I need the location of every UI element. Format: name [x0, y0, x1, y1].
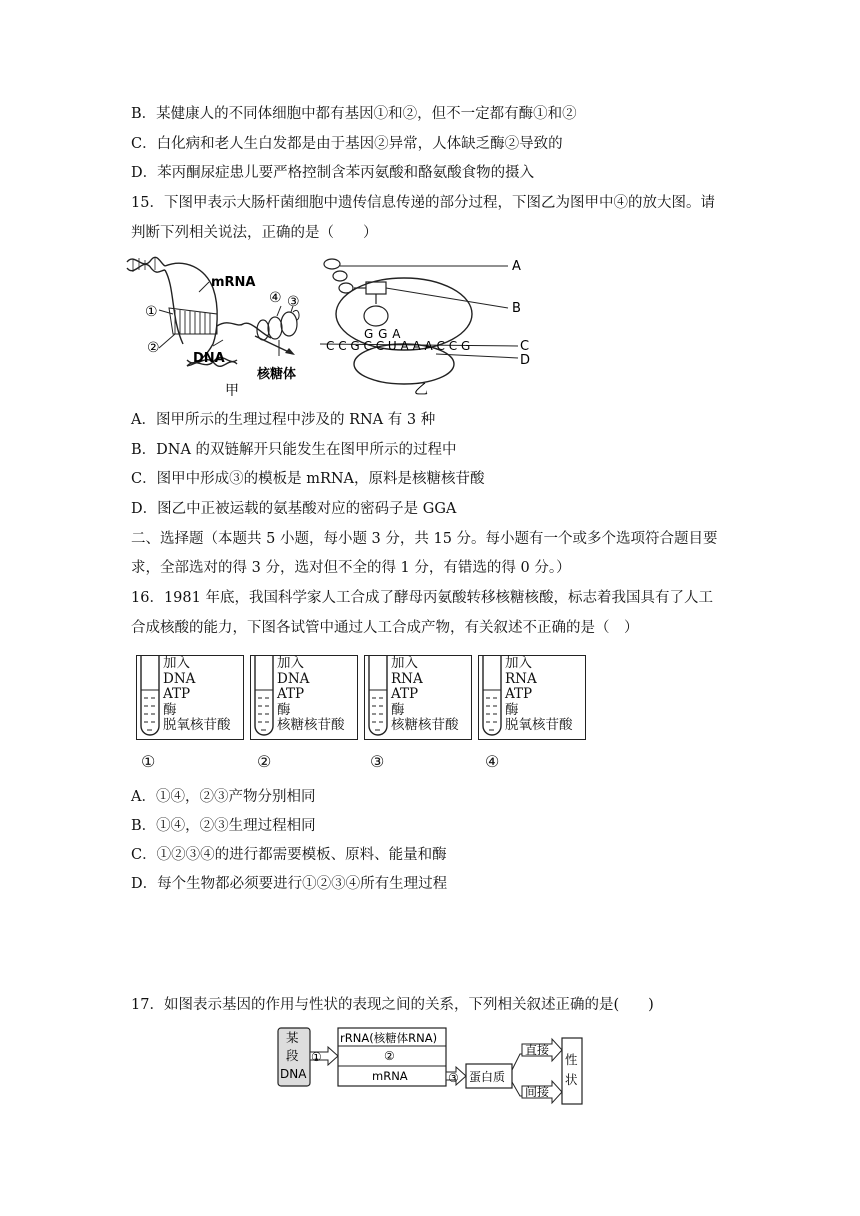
tube-number-1: ①: [141, 752, 156, 771]
test-tube-icon: [481, 656, 503, 738]
tube-3-line: ATP: [391, 686, 419, 703]
test-tube-icon: [367, 656, 389, 738]
q15-figure-jia: [125, 248, 325, 396]
tube-2-line: ATP: [277, 686, 305, 703]
tube-2-line: DNA: [277, 670, 310, 687]
tube-1-line: 酶: [163, 701, 177, 718]
tube-1: [136, 655, 244, 740]
label-dna: DNA: [193, 351, 225, 366]
caption-yi: 乙: [414, 382, 428, 396]
q15-option-b: B．DNA 的双链解开只能发生在图甲所示的过程中: [131, 442, 457, 458]
tube-4-line: 酶: [505, 701, 519, 718]
tube-4-line: 脱氧核苷酸: [505, 717, 573, 734]
tube-2-line: 加入: [277, 655, 304, 671]
dna-box-line2: 段: [286, 1048, 299, 1063]
q15-option-d: D．图乙中正被运载的氨基酸对应的密码子是 GGA: [131, 501, 457, 517]
tube-1-line: ATP: [163, 686, 191, 703]
tube-4-line: 加入: [505, 655, 532, 671]
tube-2: [250, 655, 358, 740]
tube-3-line: 加入: [391, 655, 418, 671]
tube-number-2: ②: [257, 752, 272, 771]
tube-4-line: RNA: [505, 670, 537, 687]
q15-stem-cont: 判断下列相关说法，正确的是（ ）: [131, 225, 378, 241]
step-1-label: ①: [311, 1050, 322, 1064]
direct-label: 直接: [525, 1043, 550, 1057]
label-ribosome: 核糖体: [257, 367, 297, 382]
tube-2-line: 酶: [277, 701, 291, 718]
q16-stem-cont: 合成核酸的能力，下图各试管中通过人工合成产物，有关叙述不正确的是（ ）: [131, 620, 639, 636]
dna-box-line3: DNA: [280, 1067, 307, 1081]
label-2: ②: [147, 340, 160, 356]
caption-jia: 甲: [225, 383, 239, 396]
step-2-label: ②: [384, 1049, 395, 1063]
trait-line2: 状: [565, 1072, 578, 1087]
q15-option-c: C．图甲中形成③的模板是 mRNA，原料是核糖核苷酸: [131, 471, 485, 487]
label-4: ④: [269, 290, 282, 306]
q16-option-c: C．①②③④的进行都需要模板、原料、能量和酶: [131, 847, 447, 863]
label-mrna: mRNA: [211, 275, 256, 290]
test-tube-icon: [253, 656, 275, 738]
q17-gene-diagram: [276, 1024, 586, 1108]
trait-line1: 性: [565, 1052, 578, 1067]
indirect-label: 间接: [525, 1085, 550, 1099]
mrna-sequence: C C G C C U A A A C C G: [326, 339, 471, 353]
q15-option-a: A．图甲所示的生理过程中涉及的 RNA 有 3 种: [131, 412, 436, 428]
label-b: B: [512, 301, 521, 316]
tube-1-line: DNA: [163, 670, 196, 687]
step-3-label: ③: [448, 1071, 459, 1085]
tube-4: [478, 655, 586, 740]
label-1: ①: [145, 304, 158, 320]
rrna-label: rRNA(核糖体RNA): [340, 1031, 438, 1045]
anticodon: G G A: [364, 327, 401, 341]
dna-box-line1: 某: [286, 1030, 299, 1045]
q16-option-d: D．每个生物都必须要进行①②③④所有生理过程: [131, 876, 448, 892]
label-3: ③: [287, 294, 300, 310]
tube-3-line: 核糖核苷酸: [391, 717, 459, 734]
test-tube-icon: [139, 656, 161, 738]
tube-4-line: ATP: [505, 686, 533, 703]
tube-2-line: 核糖核苷酸: [277, 717, 345, 734]
q15-figure-yi: [318, 254, 538, 396]
section-heading-cont: 求，全部选对的得 3 分，选对但不全的得 1 分，有错选的得 0 分。）: [131, 560, 571, 576]
q14-option-c: C．白化病和老人生白发都是由于基因②异常，人体缺乏酶②导致的: [131, 136, 563, 152]
tube-number-3: ③: [370, 752, 385, 771]
q16-option-b: B．①④，②③生理过程相同: [131, 818, 316, 834]
label-d: D: [520, 353, 531, 368]
q15-stem: 15．下图甲表示大肠杆菌细胞中遗传信息传递的部分过程，下图乙为图甲中④的放大图。请: [131, 195, 715, 211]
q16-option-a: A．①④，②③产物分别相同: [131, 789, 316, 805]
q17-stem: 17．如图表示基因的作用与性状的表现之间的关系，下列相关叙述正确的是( ): [131, 997, 654, 1013]
tube-1-line: 加入: [163, 655, 190, 671]
section-heading: 二、选择题（本题共 5 小题，每小题 3 分，共 15 分。每小题有一个或多个选项符合题目要: [131, 531, 718, 547]
tube-number-4: ④: [485, 752, 500, 771]
mrna-label: mRNA: [372, 1069, 408, 1083]
q14-option-d: D．苯丙酮尿症患儿要严格控制含苯丙氨酸和酪氨酸食物的摄入: [131, 165, 535, 181]
q14-option-b: B．某健康人的不同体细胞中都有基因①和②，但不一定都有酶①和②: [131, 106, 577, 122]
tube-3: [364, 655, 472, 740]
q16-stem: 16．1981 年底，我国科学家人工合成了酵母丙氨酸转移核糖核酸，标志着我国具有了人工: [131, 590, 713, 606]
label-c: C: [520, 339, 530, 354]
protein-label: 蛋白质: [469, 1070, 506, 1084]
tube-3-line: RNA: [391, 670, 423, 687]
tube-3-line: 酶: [391, 701, 405, 718]
tube-1-line: 脱氧核苷酸: [163, 717, 231, 734]
label-a: A: [512, 259, 521, 274]
